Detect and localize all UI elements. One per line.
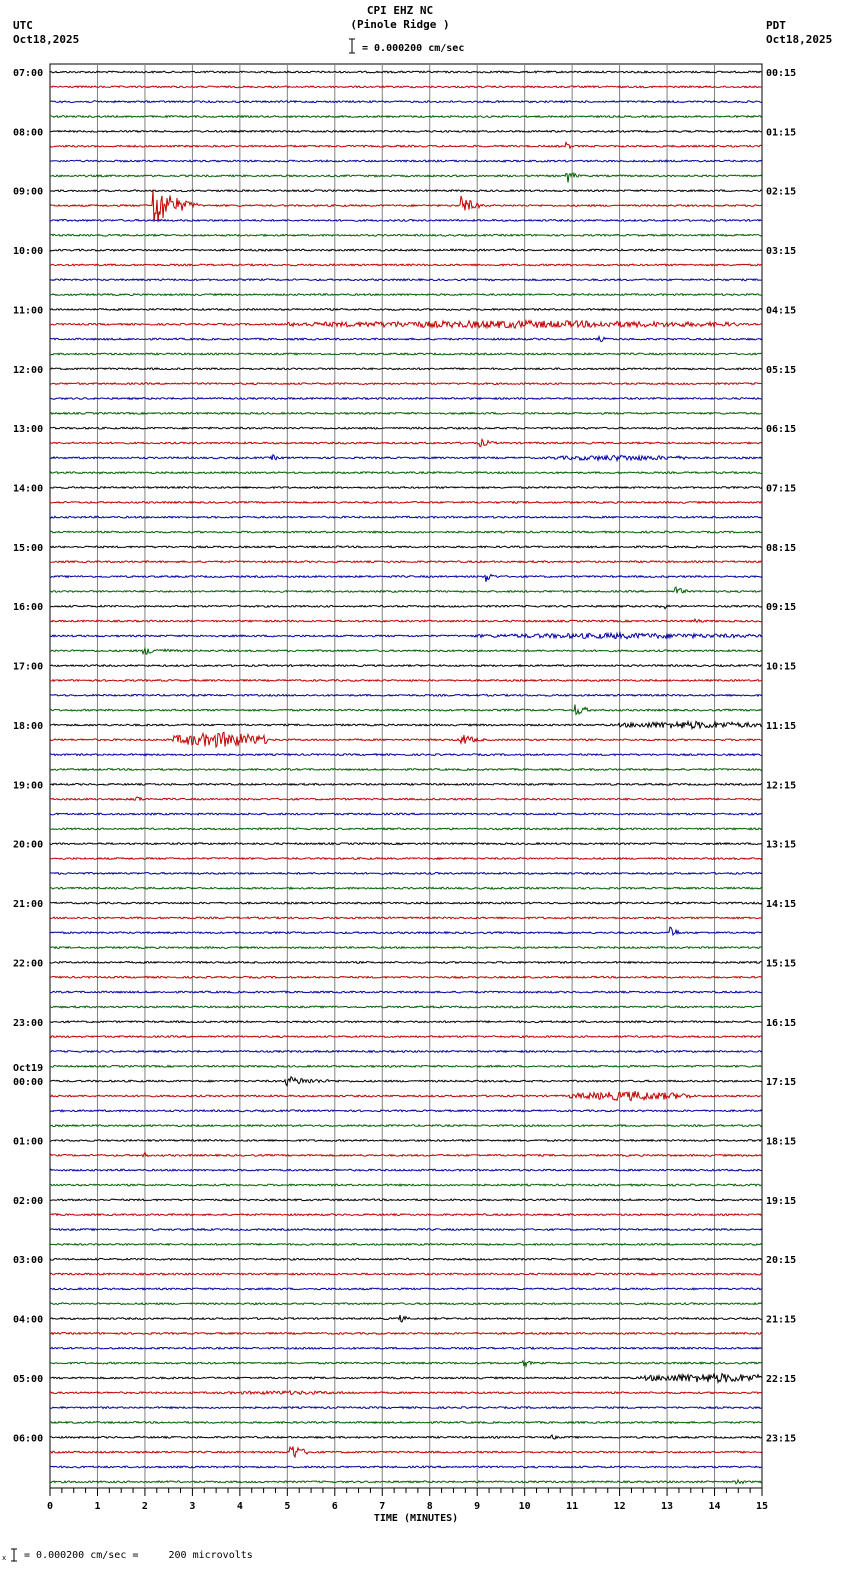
trace-line xyxy=(50,887,762,889)
utc-hour-label: 22:00 xyxy=(13,958,44,970)
trace-line xyxy=(50,487,762,489)
pdt-hour-label: 03:15 xyxy=(766,246,797,258)
scale-text: = 0.000200 cm/sec xyxy=(362,43,465,54)
trace-line xyxy=(50,917,762,919)
trace-line xyxy=(50,1021,762,1023)
trace-line xyxy=(50,1006,762,1008)
pdt-hour-label: 05:15 xyxy=(766,364,797,376)
utc-hour-label: 16:00 xyxy=(13,602,44,614)
pdt-hour-label: 08:15 xyxy=(766,542,797,554)
trace-line xyxy=(50,561,762,563)
pdt-hour-label: 23:15 xyxy=(766,1433,797,1445)
trace-line xyxy=(50,587,762,593)
trace-line xyxy=(50,1480,762,1484)
x-tick-label: 2 xyxy=(141,1501,148,1512)
pdt-hour-label: 18:15 xyxy=(766,1136,797,1148)
trace-line xyxy=(50,575,762,582)
utc-hour-label: 12:00 xyxy=(13,364,44,376)
trace-line xyxy=(50,694,762,696)
pdt-hour-label: 15:15 xyxy=(766,958,797,970)
trace-line xyxy=(50,398,762,400)
trace-line xyxy=(50,368,762,370)
x-axis-label: TIME (MINUTES) xyxy=(373,1513,459,1524)
trace-line xyxy=(50,732,762,747)
trace-line xyxy=(50,516,762,518)
trace-line xyxy=(50,1466,762,1468)
x-tick-label: 3 xyxy=(189,1501,196,1512)
trace-line xyxy=(50,797,762,800)
trace-line xyxy=(50,902,762,904)
trace-line xyxy=(50,754,762,756)
date-change-label: Oct19 xyxy=(13,1063,44,1075)
trace-line xyxy=(50,427,762,429)
trace-line xyxy=(50,1140,762,1142)
trace-line xyxy=(50,160,762,162)
trace-line xyxy=(50,962,762,964)
utc-hour-label: 20:00 xyxy=(13,839,44,851)
trace-line xyxy=(50,769,762,771)
utc-hour-label: 19:00 xyxy=(13,780,44,792)
trace-line xyxy=(50,1333,762,1335)
utc-hour-label: 18:00 xyxy=(13,720,44,732)
trace-line xyxy=(50,858,762,860)
x-tick-label: 6 xyxy=(331,1501,338,1512)
trace-line xyxy=(50,813,762,815)
trace-line xyxy=(50,605,762,609)
left-date: Oct18,2025 xyxy=(13,33,80,46)
trace-line xyxy=(50,116,762,118)
trace-line xyxy=(50,843,762,845)
trace-line xyxy=(50,455,762,461)
pdt-hour-label: 14:15 xyxy=(766,899,797,911)
trace-line xyxy=(50,1303,762,1305)
trace-line xyxy=(50,1125,762,1127)
pdt-hour-label: 12:15 xyxy=(766,780,797,792)
utc-hour-label: 06:00 xyxy=(13,1433,44,1445)
trace-line xyxy=(50,71,762,73)
trace-line xyxy=(50,1152,762,1156)
trace-line xyxy=(50,531,762,533)
utc-hour-label: 17:00 xyxy=(13,661,44,673)
station-location: (Pinole Ridge ) xyxy=(350,18,450,31)
footer-scale-text: = 0.000200 cm/sec = 200 microvolts xyxy=(24,1550,253,1561)
trace-line xyxy=(50,649,762,655)
trace-line xyxy=(50,1273,762,1275)
trace-line xyxy=(50,502,762,504)
utc-hour-label: 05:00 xyxy=(13,1373,44,1385)
trace-line xyxy=(50,337,762,342)
pdt-hour-label: 04:15 xyxy=(766,305,797,317)
trace-line xyxy=(50,142,762,148)
trace-line xyxy=(50,294,762,296)
pdt-hour-label: 11:15 xyxy=(766,720,797,732)
trace-line xyxy=(50,86,762,88)
trace-line xyxy=(50,173,762,183)
trace-line xyxy=(50,633,762,639)
trace-line xyxy=(50,234,762,236)
trace-line xyxy=(50,353,762,355)
utc-hour-label: 15:00 xyxy=(13,542,44,554)
trace-line xyxy=(50,412,762,414)
utc-hour-label: 08:00 xyxy=(13,127,44,139)
trace-line xyxy=(50,190,762,192)
trace-line xyxy=(50,309,762,311)
trace-line xyxy=(50,1169,762,1171)
x-tick-label: 7 xyxy=(379,1501,386,1512)
pdt-hour-label: 01:15 xyxy=(766,127,797,139)
trace-line xyxy=(50,321,762,329)
trace-line xyxy=(50,1258,762,1260)
pdt-hour-label: 10:15 xyxy=(766,661,797,673)
pdt-hour-label: 16:15 xyxy=(766,1017,797,1029)
right-timezone: PDT xyxy=(766,19,786,32)
trace-line xyxy=(50,1361,762,1366)
utc-hour-label: 00:00 xyxy=(13,1077,44,1089)
trace-line xyxy=(50,1288,762,1290)
trace-line xyxy=(50,1447,762,1458)
trace-line xyxy=(50,1077,762,1086)
pdt-hour-label: 00:15 xyxy=(766,68,797,79)
right-date: Oct18,2025 xyxy=(766,33,833,46)
trace-line xyxy=(50,1229,762,1231)
x-tick-label: 8 xyxy=(426,1501,433,1512)
pdt-hour-label: 09:15 xyxy=(766,602,797,614)
pdt-hour-label: 21:15 xyxy=(766,1314,797,1326)
trace-line xyxy=(50,783,762,785)
pdt-hour-label: 17:15 xyxy=(766,1077,797,1089)
trace-line xyxy=(50,1407,762,1409)
trace-line xyxy=(50,1347,762,1349)
utc-hour-label: 21:00 xyxy=(13,899,44,911)
trace-line xyxy=(50,665,762,667)
pdt-hour-label: 02:15 xyxy=(766,186,797,198)
trace-line xyxy=(50,1244,762,1246)
trace-line xyxy=(50,1036,762,1038)
trace-line xyxy=(50,131,762,133)
pdt-hour-label: 20:15 xyxy=(766,1255,797,1267)
trace-line xyxy=(50,1065,762,1067)
trace-line xyxy=(50,190,762,223)
trace-line xyxy=(50,1435,762,1439)
trace-line xyxy=(50,947,762,949)
utc-hour-label: 23:00 xyxy=(13,1017,44,1029)
trace-line xyxy=(50,1422,762,1424)
trace-line xyxy=(50,1184,762,1186)
trace-line xyxy=(50,1051,762,1053)
trace-line xyxy=(50,1199,762,1201)
utc-hour-label: 04:00 xyxy=(13,1314,44,1326)
pdt-hour-label: 22:15 xyxy=(766,1373,797,1385)
utc-hour-label: 07:00 xyxy=(13,68,44,79)
utc-hour-label: 03:00 xyxy=(13,1255,44,1267)
utc-hour-label: 01:00 xyxy=(13,1136,44,1148)
x-tick-label: 1 xyxy=(94,1501,101,1512)
trace-line xyxy=(50,472,762,474)
trace-line xyxy=(50,828,762,830)
x-tick-label: 15 xyxy=(755,1501,769,1512)
trace-line xyxy=(50,1391,762,1395)
utc-hour-label: 02:00 xyxy=(13,1195,44,1207)
trace-line xyxy=(50,1315,762,1322)
pdt-hour-label: 07:15 xyxy=(766,483,797,495)
utc-hour-label: 11:00 xyxy=(13,305,44,317)
utc-hour-label: 10:00 xyxy=(13,246,44,258)
trace-line xyxy=(50,101,762,103)
trace-line xyxy=(50,619,762,622)
x-tick-label: 12 xyxy=(613,1501,626,1512)
trace-line xyxy=(50,1091,762,1101)
pdt-hour-label: 19:15 xyxy=(766,1195,797,1207)
x-tick-label: 9 xyxy=(474,1501,481,1512)
left-timezone: UTC xyxy=(13,19,33,32)
utc-hour-label: 14:00 xyxy=(13,483,44,495)
trace-line xyxy=(50,220,762,222)
utc-hour-label: 13:00 xyxy=(13,424,44,436)
pdt-hour-label: 13:15 xyxy=(766,839,797,851)
trace-line xyxy=(50,439,762,446)
utc-hour-label: 09:00 xyxy=(13,186,44,198)
trace-line xyxy=(50,546,762,548)
trace-line xyxy=(50,264,762,266)
trace-line xyxy=(50,991,762,993)
footer-scale-icon xyxy=(2,1547,18,1563)
station-title: CPI EHZ NC xyxy=(366,4,434,17)
trace-line xyxy=(50,705,762,715)
trace-line xyxy=(50,680,762,682)
trace-line xyxy=(50,721,762,728)
trace-line xyxy=(50,1214,762,1216)
trace-line xyxy=(50,976,762,978)
x-tick-label: 5 xyxy=(284,1501,291,1512)
pdt-hour-label: 06:15 xyxy=(766,424,797,436)
svg-text:x: x xyxy=(2,1554,7,1562)
trace-line xyxy=(50,873,762,875)
trace-line xyxy=(50,1110,762,1112)
trace-line xyxy=(50,927,762,935)
x-tick-label: 14 xyxy=(708,1501,721,1512)
trace-line xyxy=(50,383,762,385)
trace-line xyxy=(50,249,762,251)
x-tick-label: 13 xyxy=(661,1501,674,1512)
trace-line xyxy=(50,1374,762,1383)
x-tick-label: 11 xyxy=(566,1501,579,1512)
x-tick-label: 4 xyxy=(236,1501,243,1512)
trace-line xyxy=(50,279,762,281)
x-tick-label: 0 xyxy=(46,1501,54,1512)
x-tick-label: 10 xyxy=(518,1501,531,1512)
